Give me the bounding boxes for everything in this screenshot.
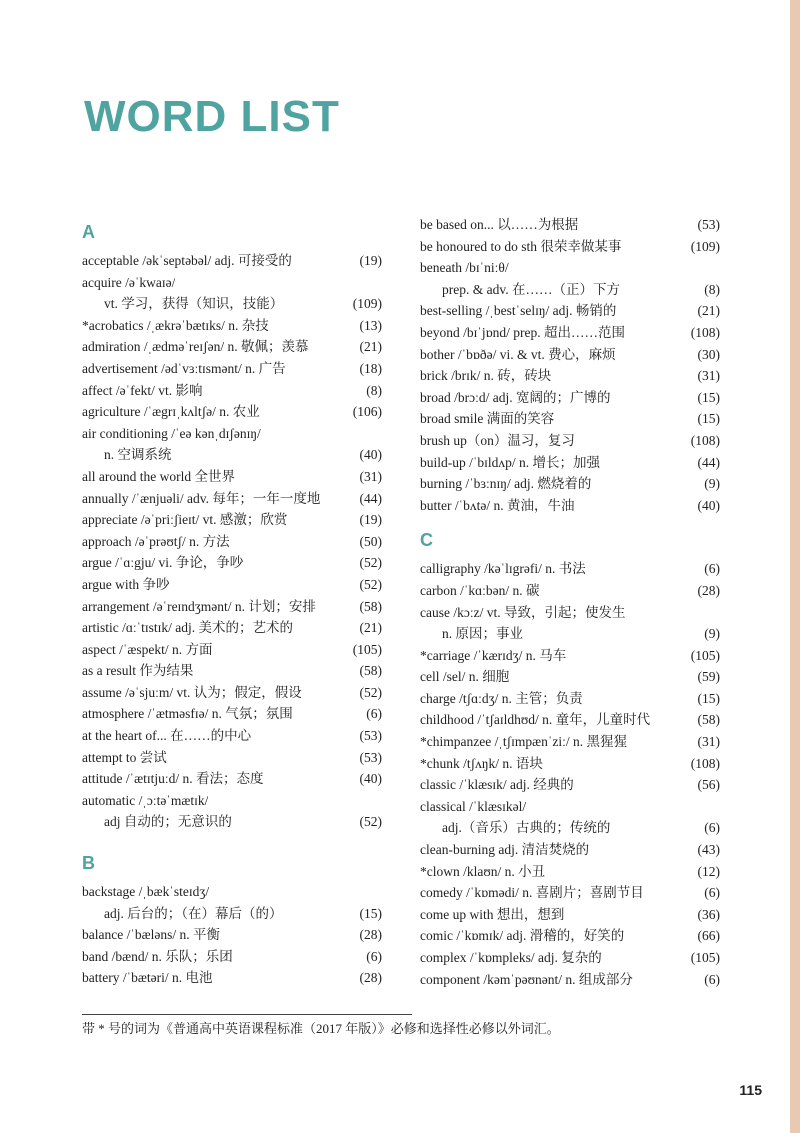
word-entry-page: (6) (366, 948, 382, 964)
word-entry-text: annually /ˈænjuəli/ adv. 每年；一年一度地 (82, 490, 321, 506)
word-entry-page: (43) (697, 842, 720, 858)
word-entry-text: argue /ˈɑːgju/ vi. 争论，争吵 (82, 555, 244, 571)
word-list-right-column (420, 214, 720, 990)
word-entry-text: broad smile 满面的笑容 (420, 411, 555, 427)
word-entry-page: (109) (352, 296, 382, 312)
word-entry (420, 430, 720, 452)
word-entry-page: (105) (690, 950, 720, 965)
word-entry-page: (52) (359, 576, 382, 592)
word-entry-text: clean-burning adj. 清洁焚烧的 (420, 842, 590, 858)
word-entry (420, 452, 720, 474)
word-entry (82, 401, 382, 423)
word-entry-page: (31) (359, 468, 382, 484)
word-entry-page: (6) (704, 971, 720, 987)
word-entry-page: (12) (697, 863, 720, 879)
word-entry-page: (58) (697, 712, 720, 728)
word-entry-text: *clown /klaʊn/ n. 小丑 (420, 863, 546, 879)
word-entry (420, 861, 720, 883)
word-entry-page: (31) (697, 734, 720, 750)
word-entry (420, 817, 720, 839)
word-entry (420, 495, 720, 517)
word-entry-page: (53) (697, 217, 720, 232)
word-entry-text: *chimpanzee /ˌtʃɪmpænˈziː/ n. 黑猩猩 (420, 734, 627, 750)
word-entry-page: (56) (697, 777, 720, 793)
word-entry-text: approach /əˈprəʊtʃ/ n. 方法 (82, 533, 230, 549)
word-entry-page: (19) (359, 253, 382, 268)
word-entry-page: (59) (697, 669, 720, 685)
word-entry (82, 272, 382, 294)
word-entry-text: battery /ˈbætəri/ n. 电池 (82, 970, 213, 986)
word-entry (82, 790, 382, 812)
word-entry-text: best-selling /ˌbestˈselɪŋ/ adj. 畅销的 (420, 303, 617, 319)
word-entry-text: calligraphy /kəˈlɪgrəfi/ n. 书法 (420, 561, 586, 577)
word-entry-page: (53) (359, 728, 382, 744)
word-entry-text: affect /əˈfekt/ vt. 影响 (82, 382, 203, 398)
word-entry (420, 925, 720, 947)
word-entry (82, 423, 382, 445)
word-entry-text: classic /ˈklæsɪk/ adj. 经典的 (420, 777, 574, 793)
word-entry-page: (9) (704, 476, 720, 492)
word-entry-page: (44) (697, 454, 720, 470)
word-entry (82, 336, 382, 358)
word-entry-text: vt. 学习，获得（知识，技能） (104, 296, 284, 312)
word-entry-text: aspect /ˈæspekt/ n. 方面 (82, 641, 213, 657)
word-entry-text: band /bænd/ n. 乐队；乐团 (82, 948, 233, 964)
word-entry (420, 580, 720, 602)
word-entry-page: (50) (359, 533, 382, 549)
word-entry-page: (28) (697, 582, 720, 598)
word-entry (82, 768, 382, 790)
word-entry-text: n. 原因；事业 (442, 626, 523, 642)
word-entry (82, 660, 382, 682)
word-entry-page: (19) (359, 512, 382, 528)
word-entry-text: comic /ˈkɒmɪk/ adj. 滑稽的，好笑的 (420, 928, 625, 944)
word-entry (82, 682, 382, 704)
word-entry (420, 839, 720, 861)
word-entry-page: (30) (697, 346, 720, 362)
word-entry (82, 596, 382, 618)
word-entry-text: attitude /ˈætɪtjuːd/ n. 看法；态度 (82, 771, 264, 787)
word-entry-page: (15) (359, 905, 382, 921)
word-entry-page: (106) (352, 404, 382, 420)
word-entry-page: (8) (704, 281, 720, 297)
word-entry-page: (28) (359, 970, 382, 986)
word-entry-text: come up with 想出，想到 (420, 906, 565, 922)
word-entry (82, 444, 382, 466)
word-entry (420, 623, 720, 645)
word-entry (420, 688, 720, 710)
word-entry-text: n. 空调系统 (104, 447, 172, 463)
word-entry-page: (6) (366, 706, 382, 722)
word-entry-text: arrangement /əˈreɪndʒmənt/ n. 计划；安排 (82, 598, 316, 614)
word-entry-text: build-up /ˈbɪldʌp/ n. 增长；加强 (420, 454, 600, 470)
word-entry-page: (108) (690, 432, 720, 448)
word-entry (420, 796, 720, 818)
word-entry-text: air conditioning /ˈeə kənˌdɪʃənɪŋ/ (82, 425, 261, 441)
word-entry-page: (40) (359, 771, 382, 787)
word-entry (82, 574, 382, 596)
word-entry (420, 344, 720, 366)
word-entry (82, 903, 382, 925)
word-entry-page: (105) (690, 647, 720, 663)
word-entry-text: all around the world 全世界 (82, 468, 235, 484)
word-entry (420, 558, 720, 580)
word-entry-page: (31) (697, 368, 720, 384)
word-entry-text: appreciate /əˈpriːʃieɪt/ vt. 感激；欣赏 (82, 512, 288, 528)
word-entry-page: (21) (359, 620, 382, 636)
word-entry (82, 315, 382, 337)
word-entry (82, 703, 382, 725)
word-entry-text: complex /ˈkɒmpleks/ adj. 复杂的 (420, 950, 602, 965)
word-entry-text: adj.（音乐）古典的；传统的 (442, 820, 611, 836)
word-entry (420, 666, 720, 688)
word-entry-page: (15) (697, 411, 720, 427)
word-entry-text: classical /ˈklæsɪkəl/ (420, 798, 527, 814)
word-entry-text: component /kəmˈpəʊnənt/ n. 组成部分 (420, 971, 633, 987)
word-entry (82, 358, 382, 380)
word-entry-text: bother /ˈbɒðə/ vi. & vt. 费心，麻烦 (420, 346, 616, 362)
word-entry-page: (44) (359, 490, 382, 506)
word-entry-text: balance /ˈbæləns/ n. 平衡 (82, 927, 220, 943)
word-entry-text: childhood /ˈtʃaɪldhʊd/ n. 童年，儿童时代 (420, 712, 651, 728)
word-entry-text: advertisement /ədˈvɜːtɪsmənt/ n. 广告 (82, 360, 286, 376)
word-entry-text: prep. & adv. 在……（正）下方 (442, 281, 620, 297)
word-entry-page: (40) (359, 447, 382, 463)
word-entry (420, 279, 720, 301)
word-entry (420, 709, 720, 731)
word-entry-text: cell /sel/ n. 细胞 (420, 669, 510, 685)
word-entry (420, 408, 720, 430)
word-entry-text: beyond /bɪˈjɒnd/ prep. 超出……范围 (420, 324, 626, 340)
word-entry (82, 552, 382, 574)
word-entry (420, 387, 720, 409)
word-entry (420, 774, 720, 796)
word-entry-page: (40) (697, 497, 720, 513)
word-entry-page: (58) (359, 598, 382, 614)
word-entry (420, 904, 720, 926)
word-entry (420, 473, 720, 495)
word-entry-page: (58) (359, 663, 382, 679)
word-entry (82, 747, 382, 769)
word-entry-page: (66) (697, 928, 720, 944)
word-entry-text: burning /ˈbɜːnɪŋ/ adj. 燃烧着的 (420, 476, 592, 492)
word-entry (420, 322, 720, 344)
word-entry (420, 731, 720, 753)
word-entry (82, 380, 382, 402)
word-entry-text: attempt to 尝试 (82, 749, 167, 765)
word-entry-page: (105) (352, 641, 382, 657)
word-entry-text: cause /kɔːz/ vt. 导致，引起；使发生 (420, 604, 626, 620)
word-entry-page: (108) (690, 324, 720, 340)
word-entry-text: agriculture /ˈægrɪˌkʌltʃə/ n. 农业 (82, 404, 260, 420)
word-entry-text: adj. 后台的；（在）幕后（的） (104, 905, 283, 921)
word-entry-page: (21) (359, 339, 382, 355)
word-entry-page: (15) (697, 690, 720, 706)
footnote-divider (82, 1014, 412, 1015)
word-entry-page: (13) (359, 317, 382, 333)
word-entry-page: (6) (704, 820, 720, 836)
word-entry-page: (109) (690, 238, 720, 254)
word-entry-text: assume /əˈsjuːm/ vt. 认为；假定，假设 (82, 684, 302, 700)
word-entry (82, 881, 382, 903)
word-entry-text: atmosphere /ˈætməsfɪə/ n. 气氛；氛围 (82, 706, 293, 722)
word-entry (420, 365, 720, 387)
word-entry-page: (52) (359, 555, 382, 571)
section-letter: B (82, 853, 95, 874)
word-entry (82, 946, 382, 968)
word-entry-page: (52) (359, 684, 382, 700)
word-entry (82, 617, 382, 639)
word-entry (420, 753, 720, 775)
word-entry-text: brush up（on）温习，复习 (420, 432, 575, 448)
page-number: 115 (739, 1082, 762, 1098)
word-entry (420, 300, 720, 322)
word-entry-page: (8) (366, 382, 382, 398)
word-entry-page: (15) (697, 389, 720, 405)
decorative-side-bar (790, 0, 800, 1133)
word-entry-page: (6) (704, 885, 720, 901)
word-entry-text: adj 自动的；无意识的 (104, 814, 232, 830)
word-entry (420, 236, 720, 258)
word-entry-text: acceptable /əkˈseptəbəl/ adj. 可接受的 (82, 253, 292, 268)
word-entry (82, 509, 382, 531)
word-entry (82, 725, 382, 747)
word-entry-text: at the heart of... 在……的中心 (82, 728, 252, 744)
word-entry (82, 293, 382, 315)
word-entry-text: be honoured to do sth 很荣幸做某事 (420, 238, 622, 254)
word-entry-page: (21) (697, 303, 720, 319)
page-title: WORD LIST (84, 92, 340, 141)
section-letter: C (420, 530, 433, 551)
word-entry-text: comedy /ˈkɒmədi/ n. 喜剧片；喜剧节目 (420, 885, 644, 901)
word-entry-text: automatic /ˌɔːtəˈmætɪk/ (82, 792, 209, 808)
word-entry-text: broad /brɔːd/ adj. 宽阔的；广博的 (420, 389, 611, 405)
word-entry (420, 214, 720, 236)
word-entry (82, 466, 382, 488)
word-entry-page: (53) (359, 749, 382, 765)
word-entry (82, 811, 382, 833)
word-entry-text: brick /brɪk/ n. 砖，砖块 (420, 368, 552, 384)
word-entry-page: (52) (359, 814, 382, 830)
word-entry-text: as a result 作为结果 (82, 663, 194, 679)
word-entry (82, 639, 382, 661)
word-entry-text: admiration /ˌædməˈreɪʃən/ n. 敬佩；羡慕 (82, 339, 309, 355)
word-entry-text: *carriage /ˈkærɪdʒ/ n. 马车 (420, 647, 567, 663)
word-entry (420, 645, 720, 667)
word-entry-page: (28) (359, 927, 382, 943)
word-entry-page: (108) (690, 755, 720, 771)
word-entry-page: (6) (704, 561, 720, 577)
word-entry (82, 967, 382, 989)
word-list-left-column (82, 214, 382, 989)
word-entry-text: artistic /ɑːˈtɪstɪk/ adj. 美术的；艺术的 (82, 620, 294, 636)
word-entry-text: backstage /ˌbækˈsteɪdʒ/ (82, 884, 210, 900)
word-entry-text: charge /tʃɑːdʒ/ n. 主管；负责 (420, 690, 583, 706)
word-entry-page: (9) (704, 626, 720, 642)
word-entry-text: beneath /bɪˈniːθ/ (420, 260, 509, 276)
word-entry-text: *chunk /tʃʌŋk/ n. 语块 (420, 755, 543, 771)
section-letter: A (82, 222, 95, 242)
word-entry (420, 882, 720, 904)
word-entry (82, 488, 382, 510)
word-entry-text: *acrobatics /ˌækrəˈbætɪks/ n. 杂技 (82, 317, 269, 333)
word-entry (82, 924, 382, 946)
word-entry (420, 969, 720, 991)
word-entry-page: (18) (359, 360, 382, 376)
footnote: 带 * 号的词为《普通高中英语课程标准（2017 年版）》必修和选择性必修以外词汇。 (82, 1021, 560, 1036)
word-entry (420, 602, 720, 624)
word-entry (420, 257, 720, 279)
word-entry-page: (36) (697, 906, 720, 922)
word-entry (82, 531, 382, 553)
word-entry-text: be based on... 以……为根据 (420, 217, 579, 232)
word-entry-text: argue with 争吵 (82, 576, 170, 592)
word-entry (82, 250, 382, 272)
word-entry-text: carbon /ˈkɑːbən/ n. 碳 (420, 582, 540, 598)
word-entry-text: acquire /əˈkwaɪə/ (82, 274, 176, 290)
word-entry-text: butter /ˈbʌtə/ n. 黄油，牛油 (420, 497, 575, 513)
word-entry (420, 947, 720, 969)
